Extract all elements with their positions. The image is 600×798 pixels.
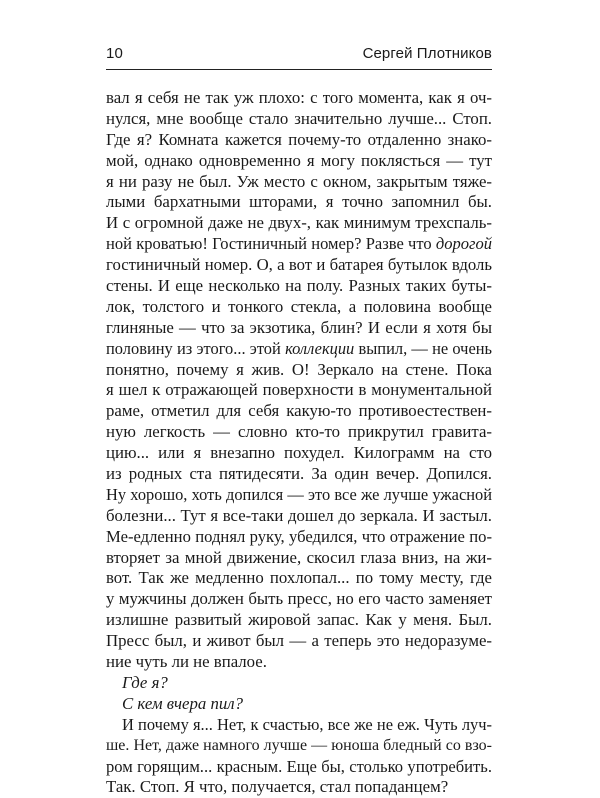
text-line: я ни разу не был. Уж место с окном, закрытым тяже-	[106, 171, 492, 191]
text-segment: половину из этого... этой	[106, 338, 281, 358]
text-line: нулся, мне вообще стало значительно лучше... Стоп.	[106, 108, 492, 128]
running-header	[106, 42, 492, 72]
text-line: глиняные — что за экзотика, блин? И если я хотя бы	[106, 317, 492, 337]
text-line: стены. И еще несколько на полу. Разных таких буты-	[106, 276, 492, 296]
text-line: вот. Так же медленно похлопал... по тому месту, где	[106, 568, 492, 588]
text-line: Где я?	[122, 672, 168, 692]
text-line: вал я себя не так уж плохо: с того момента, как я оч-	[106, 88, 492, 107]
text-line: Ме-едленно поднял руку, убедился, что отражение по-	[106, 526, 492, 546]
text-line: ние чуть ли не впалое.	[106, 652, 267, 672]
text-line: раме, отметил для себя какую-то противоестествен-	[106, 401, 492, 421]
text-line: болезни... Тут я все-таки дошел до зеркала. И застыл.	[106, 505, 492, 525]
text-line: гостиничный номер. О, а вот и батарея бутылок вдоль	[106, 255, 492, 275]
text-line: излишне развитый жировой запас. Как у меня. Был.	[106, 610, 492, 630]
header-rule	[106, 69, 492, 70]
text-line	[106, 339, 492, 360]
text-line: ную легкость — словно кто-то прикрутил гравита-	[106, 422, 492, 442]
text-line: лыми бархатными шторами, я точно запомнил бы.	[106, 192, 492, 212]
text-segment: выпил, — не очень	[358, 338, 493, 358]
text-line: вторяет за мной движение, скосил глаза вниз, на жи-	[106, 547, 492, 567]
italic-word: коллекции	[285, 338, 355, 358]
running-title: Сергей Плотников	[362, 45, 492, 62]
text-line	[106, 234, 492, 255]
text-line: лок, толстого и тонкого стекла, а половина вообще	[106, 296, 492, 316]
text-line: И почему я... Нет, к счастью, все же не еж. Чуть луч-	[122, 714, 492, 734]
text-line: понятно, почему я жив. О! Зеркало на стене. Пока	[106, 359, 492, 379]
text-line: Пресс был, и живот был — а теперь это недоразуме-	[106, 631, 492, 651]
text-line: я шел к отражающей поверхности в монументальной	[106, 380, 492, 400]
text-line: мой, однако одновременно я могу поклясться — тут	[106, 150, 492, 170]
body-text	[106, 88, 492, 798]
text-segment: ной кроватью! Гостиничный номер? Разве что	[106, 234, 432, 254]
text-line: ром горящим... красным. Еще бы, столько употребить.	[106, 756, 492, 776]
text-line: С кем вчера пил?	[122, 693, 243, 713]
text-line: цию... или я внезапно похудел. Килограмм на сто	[106, 443, 492, 463]
text-line: ше. Нет, даже намного лучше — юноша бледный со взо-	[106, 736, 492, 754]
page-number: 10	[106, 45, 123, 62]
italic-word: дорогой	[435, 234, 492, 254]
text-line: Так. Стоп. Я что, получается, стал попаданцем?	[106, 777, 449, 797]
text-line: Где я? Комната кажется почему-то отдаленно знако-	[106, 129, 492, 149]
text-line: из родных ста пятидесяти. За один вечер. Допился.	[106, 464, 492, 484]
text-line: у мужчины должен быть пресс, но его часто заменяет	[106, 589, 492, 609]
text-line: Ну хорошо, хоть допился — это все же лучше ужасной	[106, 484, 492, 504]
text-line: И с огромной даже не двух-, как минимум трехспаль-	[106, 213, 492, 233]
